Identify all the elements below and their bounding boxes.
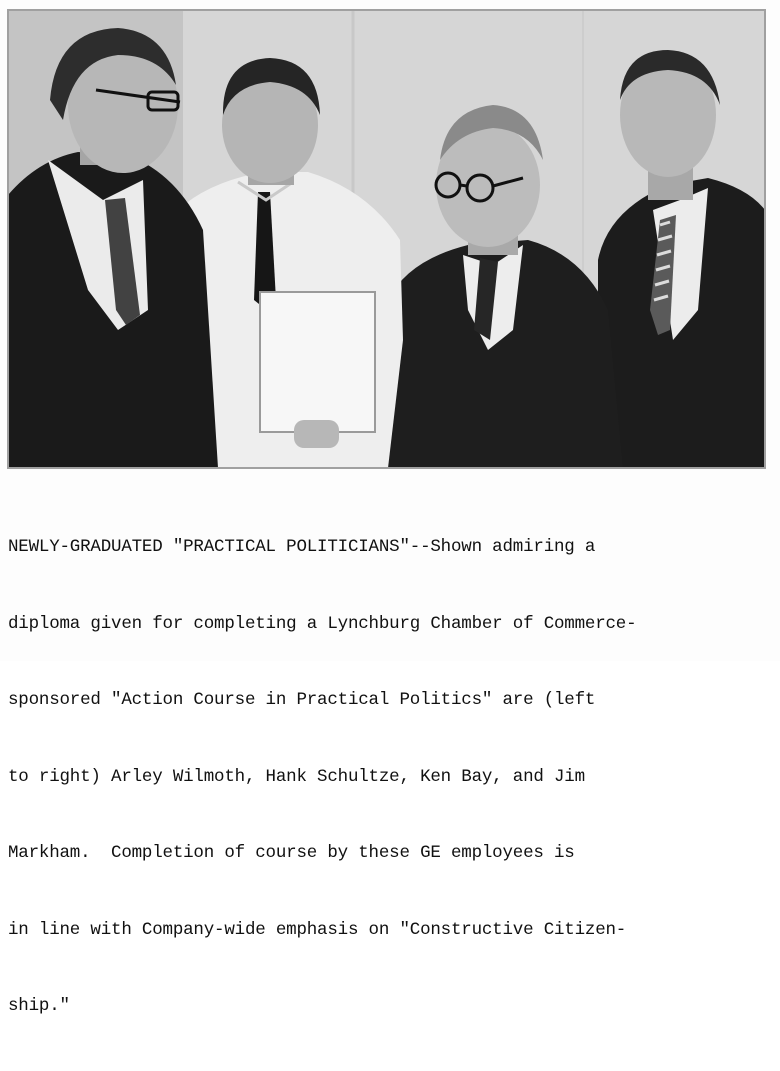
caption-line-3: sponsored "Action Course in Practical Politics" are (left [8, 690, 596, 710]
group-photo [8, 10, 765, 468]
caption-line-7: ship." [8, 996, 70, 1016]
caption-line-1: NEWLY-GRADUATED "PRACTICAL POLITICIANS"--Shown admiring a [8, 537, 596, 557]
photo-illustration [8, 10, 765, 468]
caption-line-5: Markham. Completion of course by these GE employees is [8, 843, 575, 863]
caption-line-6: in line with Company-wide emphasis on "Constructive Citizen- [8, 919, 627, 940]
caption-line-2: diploma given for completing a Lynchburg Chamber of Commerce- [8, 613, 637, 634]
caption-line-4: to right) Arley Wilmoth, Hank Schultze, Ken Bay, and Jim [8, 766, 585, 787]
diploma [260, 292, 375, 448]
photo-caption [8, 484, 774, 1071]
